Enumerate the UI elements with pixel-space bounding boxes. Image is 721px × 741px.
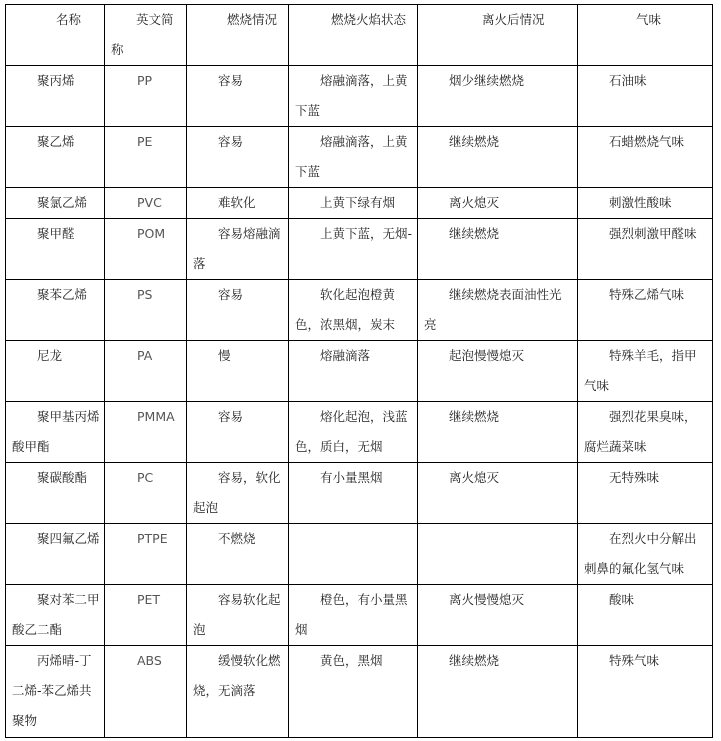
cell-after-fire: 继续燃烧 <box>418 402 578 463</box>
cell-burning: 容易 <box>187 127 289 188</box>
cell-after-fire: 离火熄灭 <box>418 463 578 524</box>
header-flame: 燃烧火焰状态 <box>289 5 418 66</box>
cell-name: 聚碳酸酯 <box>6 463 105 524</box>
cell-after-fire: 继续燃烧 <box>418 646 578 738</box>
cell-odor: 刺激性酸味 <box>578 188 713 219</box>
cell-abbr: PP <box>105 66 187 127</box>
cell-flame: 熔化起泡，浅蓝色，质白，无烟 <box>289 402 418 463</box>
cell-burning: 容易熔融滴落 <box>187 219 289 280</box>
cell-burning: 不燃烧 <box>187 524 289 585</box>
cell-burning: 容易软化起泡 <box>187 585 289 646</box>
cell-odor: 无特殊味 <box>578 463 713 524</box>
header-name: 名称 <box>6 5 105 66</box>
cell-name: 聚乙烯 <box>6 127 105 188</box>
cell-flame: 橙色，有小量黑烟 <box>289 585 418 646</box>
cell-flame: 熔融滴落，上黄下蓝 <box>289 127 418 188</box>
cell-after-fire: 继续燃烧 <box>418 127 578 188</box>
cell-odor: 强烈刺激甲醛味 <box>578 219 713 280</box>
table-row <box>6 646 713 738</box>
cell-after-fire <box>418 524 578 585</box>
cell-odor: 特殊乙烯气味 <box>578 280 713 341</box>
cell-abbr: PET <box>105 585 187 646</box>
table-row <box>6 219 713 280</box>
cell-odor: 强烈花果臭味，腐烂蔬菜味 <box>578 402 713 463</box>
table-row <box>6 585 713 646</box>
cell-odor: 特殊羊毛，指甲气味 <box>578 341 713 402</box>
table-row <box>6 66 713 127</box>
cell-flame: 软化起泡橙黄色，浓黑烟，炭末 <box>289 280 418 341</box>
table-row <box>6 188 713 219</box>
cell-abbr: POM <box>105 219 187 280</box>
cell-flame: 上黄下绿有烟 <box>289 188 418 219</box>
cell-abbr: PVC <box>105 188 187 219</box>
cell-burning: 难软化 <box>187 188 289 219</box>
cell-name: 聚甲醛 <box>6 219 105 280</box>
header-after-fire: 离火后情况 <box>418 5 578 66</box>
cell-flame <box>289 524 418 585</box>
cell-name: 聚对苯二甲酸乙二酯 <box>6 585 105 646</box>
cell-after-fire: 离火慢慢熄灭 <box>418 585 578 646</box>
header-odor: 气味 <box>578 5 713 66</box>
cell-burning: 容易 <box>187 66 289 127</box>
header-burning: 燃烧情况 <box>187 5 289 66</box>
cell-name: 尼龙 <box>6 341 105 402</box>
cell-name: 聚氯乙烯 <box>6 188 105 219</box>
cell-flame: 上黄下蓝，无烟- <box>289 219 418 280</box>
cell-flame: 黄色，黑烟 <box>289 646 418 738</box>
cell-flame: 有小量黑烟 <box>289 463 418 524</box>
cell-after-fire: 起泡慢慢熄灭 <box>418 341 578 402</box>
cell-name: 聚四氟乙烯 <box>6 524 105 585</box>
cell-burning: 缓慢软化燃烧，无滴落 <box>187 646 289 738</box>
cell-after-fire: 离火熄灭 <box>418 188 578 219</box>
cell-abbr: PS <box>105 280 187 341</box>
table-row <box>6 524 713 585</box>
table-header-row <box>6 5 713 66</box>
cell-abbr: PMMA <box>105 402 187 463</box>
cell-burning: 慢 <box>187 341 289 402</box>
cell-abbr: PTPE <box>105 524 187 585</box>
cell-name: 聚丙烯 <box>6 66 105 127</box>
cell-abbr: ABS <box>105 646 187 738</box>
cell-odor: 石油味 <box>578 66 713 127</box>
table-row <box>6 402 713 463</box>
table-row <box>6 341 713 402</box>
cell-odor: 石蜡燃烧气味 <box>578 127 713 188</box>
cell-after-fire: 烟少继续燃烧 <box>418 66 578 127</box>
table-row <box>6 463 713 524</box>
cell-name: 聚甲基丙烯酸甲酯 <box>6 402 105 463</box>
cell-after-fire: 继续燃烧表面油性光亮 <box>418 280 578 341</box>
cell-burning: 容易 <box>187 280 289 341</box>
cell-abbr: PE <box>105 127 187 188</box>
cell-odor: 酸味 <box>578 585 713 646</box>
cell-burning: 容易，软化起泡 <box>187 463 289 524</box>
cell-flame: 熔融滴落 <box>289 341 418 402</box>
table-row <box>6 280 713 341</box>
cell-abbr: PA <box>105 341 187 402</box>
table-row <box>6 127 713 188</box>
cell-burning: 容易 <box>187 402 289 463</box>
cell-flame: 熔融滴落，上黄下蓝 <box>289 66 418 127</box>
plastic-burning-table <box>5 4 713 738</box>
cell-odor: 特殊气味 <box>578 646 713 738</box>
cell-name: 丙烯晴-丁二烯-苯乙烯共聚物 <box>6 646 105 738</box>
cell-after-fire: 继续燃烧 <box>418 219 578 280</box>
header-abbr: 英文简称 <box>105 5 187 66</box>
cell-name: 聚苯乙烯 <box>6 280 105 341</box>
cell-odor: 在烈火中分解出刺鼻的氟化氢气味 <box>578 524 713 585</box>
cell-abbr: PC <box>105 463 187 524</box>
